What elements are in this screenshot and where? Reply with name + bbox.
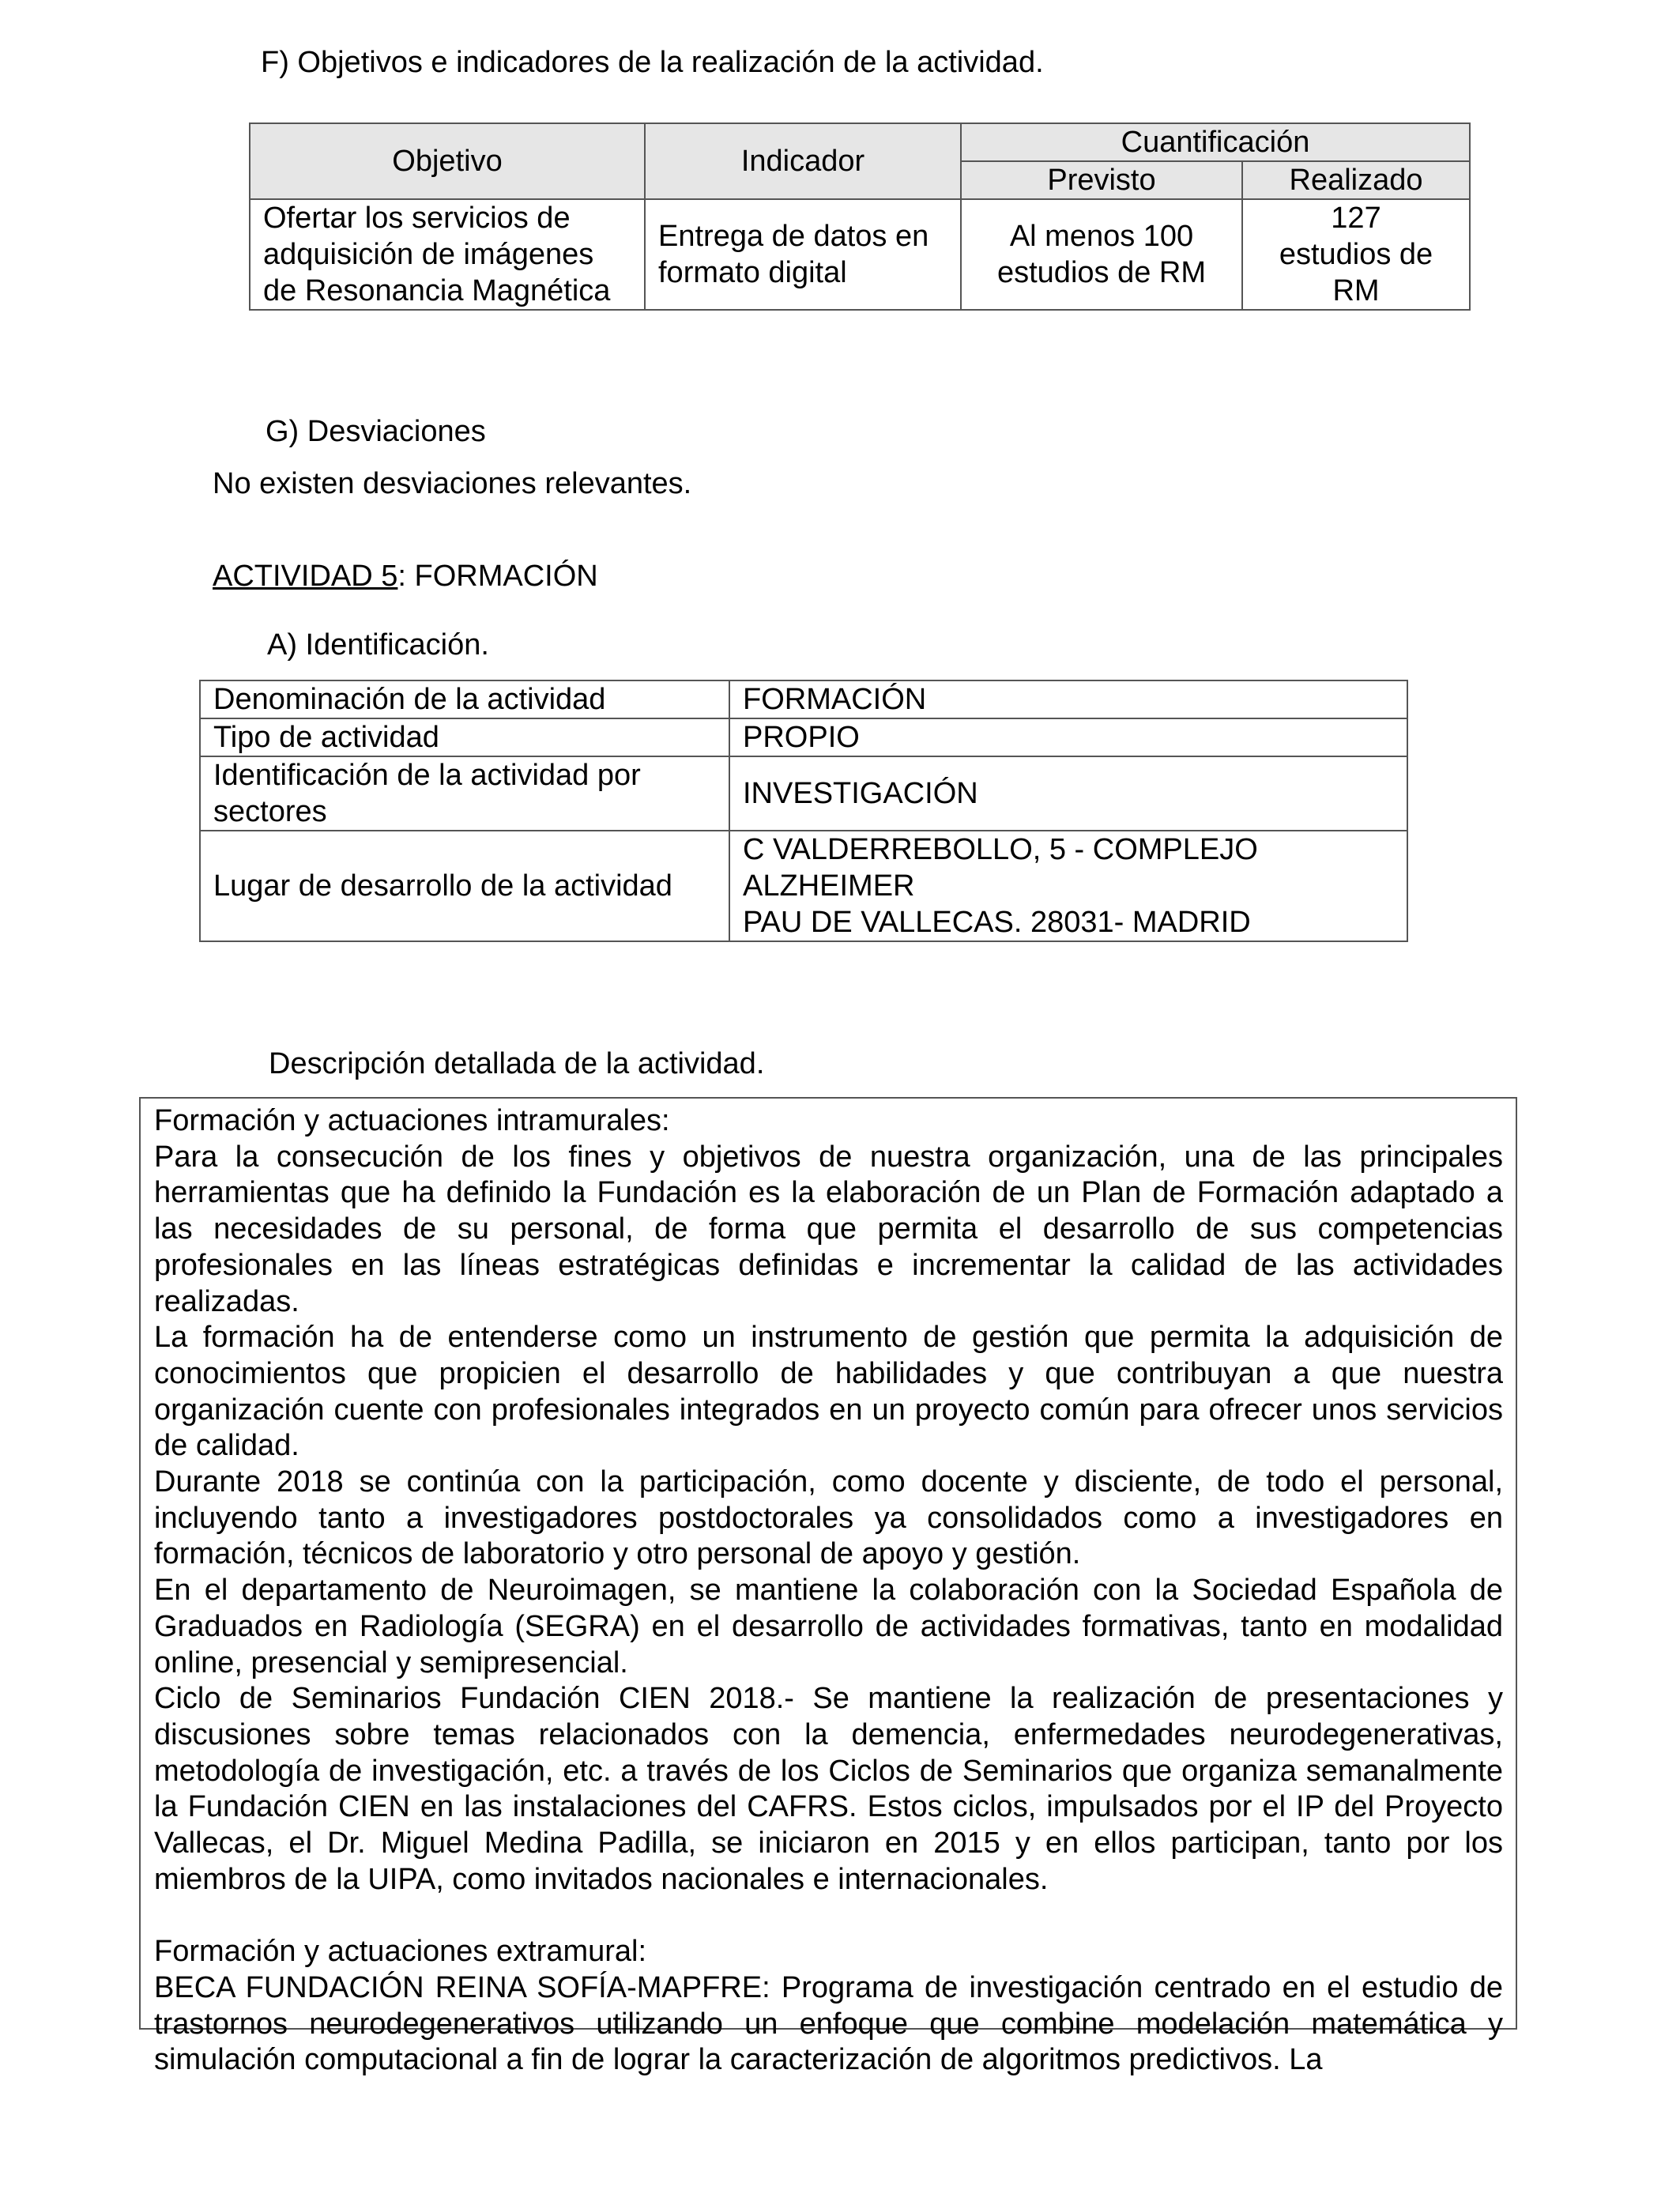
- section-g-heading: G) Desviaciones: [266, 415, 486, 448]
- realizado-cell: [1242, 199, 1470, 310]
- col-previsto-header: Previsto: [961, 161, 1242, 199]
- description-paragraph: BECA FUNDACIÓN REINA SOFÍA-MAPFRE: Programa de investigación centrado en el estudio de trastornos neurodegenerativos utilizando un enfoque que combine modelación matemática y simulación computacional a fin de lograr la caracterización de algoritmos predictivos. La: [154, 1970, 1503, 2077]
- col-indicador-header: Indicador: [645, 123, 961, 199]
- id-label-cell: Tipo de actividad: [200, 718, 729, 756]
- table-row: [200, 831, 1407, 941]
- indicador-cell: [645, 199, 961, 310]
- indicador-line: Entrega de datos en: [658, 220, 929, 253]
- deviations-text: No existen desviaciones relevantes.: [213, 467, 692, 500]
- id-label-line: Identificación de la actividad por: [213, 759, 641, 792]
- previsto-line: estudios de RM: [996, 256, 1206, 289]
- id-value-cell: INVESTIGACIÓN: [729, 756, 1407, 831]
- indicador-line: formato digital: [658, 256, 847, 289]
- id-value-line: PAU DE VALLECAS. 28031- MADRID: [743, 906, 1251, 939]
- previsto-line: Al menos 100: [1009, 220, 1194, 253]
- realizado-line: RM: [1332, 274, 1380, 307]
- extramural-title: Formación y actuaciones extramural:: [154, 1935, 647, 1969]
- col-objetivo-header: Objetivo: [250, 123, 645, 199]
- objetivo-cell: [250, 199, 645, 310]
- id-value-cell: FORMACIÓN: [729, 680, 1407, 718]
- identification-table: [199, 680, 1408, 942]
- identification-heading: A) Identificación.: [267, 628, 489, 662]
- activity-number: ACTIVIDAD 5: [213, 560, 398, 593]
- activity-name: : FORMACIÓN: [397, 560, 598, 593]
- description-paragraph: Durante 2018 se continúa con la participación, como docente y disciente, de todo el personal, incluyendo tanto a investigadores postdoctorales ya consolidados como a investigadores en formación, técnicos de laboratorio y otro personal de apoyo y gestión.: [154, 1465, 1503, 1571]
- table-row: [250, 199, 1470, 310]
- realizado-line: 127: [1331, 202, 1381, 235]
- objetivo-line: de Resonancia Magnética: [263, 274, 611, 307]
- objectives-table: [249, 123, 1471, 311]
- description-box: [139, 1097, 1517, 2077]
- objetivo-line: adquisición de imágenes: [263, 238, 594, 271]
- realizado-line: estudios de: [1279, 238, 1433, 271]
- section-f-heading: F) Objetivos e indicadores de la realización de la actividad.: [261, 46, 1044, 79]
- table-row: [200, 756, 1407, 831]
- id-value-line: ALZHEIMER: [743, 869, 915, 903]
- objetivo-line: Ofertar los servicios de: [263, 202, 571, 235]
- description-heading: Descripción detallada de la actividad.: [269, 1047, 765, 1080]
- previsto-cell: [961, 199, 1242, 310]
- intramural-title: Formación y actuaciones intramurales:: [154, 1104, 670, 1137]
- table-row: [200, 680, 1407, 718]
- description-paragraph: La formación ha de entenderse como un instrumento de gestión que permita la adquisición de conocimientos que propicien el desarrollo de habilidades y que contribuyan a que nuestra organización cuente con profesionales integrados en un proyecto común para ofrecer unos servicios de calidad.: [154, 1321, 1503, 1463]
- id-label-line: sectores: [213, 795, 327, 828]
- col-cuantificacion-header: Cuantificación: [961, 123, 1470, 161]
- id-label-cell: Lugar de desarrollo de la actividad: [200, 831, 729, 941]
- id-label-cell: Denominación de la actividad: [200, 680, 729, 718]
- id-value-cell: PROPIO: [729, 718, 1407, 756]
- description-paragraph: En el departamento de Neuroimagen, se mantiene la colaboración con la Sociedad Española de Graduados en Radiología (SEGRA) en el desarrollo de actividades formativas, tanto en modalidad online, presencial y semipresencial.: [154, 1574, 1503, 1679]
- id-value-cell: [729, 831, 1407, 941]
- activity-title: [213, 558, 598, 594]
- table-row: [200, 718, 1407, 756]
- blank-line: [154, 1898, 1503, 1934]
- description-paragraph: Para la consecución de los fines y objetivos de nuestra organización, una de las principales herramientas que ha definido la Fundación es la elaboración de un Plan de Formación adaptado a las necesidades de su personal, de forma que permita el desarrollo de sus competencias profesionales en las líneas estratégicas definidas e incrementar la calidad de las actividades realizadas.: [154, 1140, 1503, 1318]
- description-paragraph: Ciclo de Seminarios Fundación CIEN 2018.- Se mantiene la realización de presentaciones y discusiones sobre temas relacionados con la demencia, enfermedades neurodegenerativas, metodología de investigación, etc. a través de los Ciclos de Seminarios que organiza semanalmente la Fundación CIEN en las instalaciones del CAFRS. Estos ciclos, impulsados por el IP del Proyecto Vallecas, el Dr. Miguel Medina Padilla, se iniciaron en 2015 y en ellos participan, tanto por los miembros de la UIPA, como invitados nacionales e internacionales.: [154, 1682, 1503, 1896]
- col-realizado-header: Realizado: [1242, 161, 1470, 199]
- id-value-line: C VALDERREBOLLO, 5 - COMPLEJO: [743, 833, 1258, 866]
- id-label-cell: [200, 756, 729, 831]
